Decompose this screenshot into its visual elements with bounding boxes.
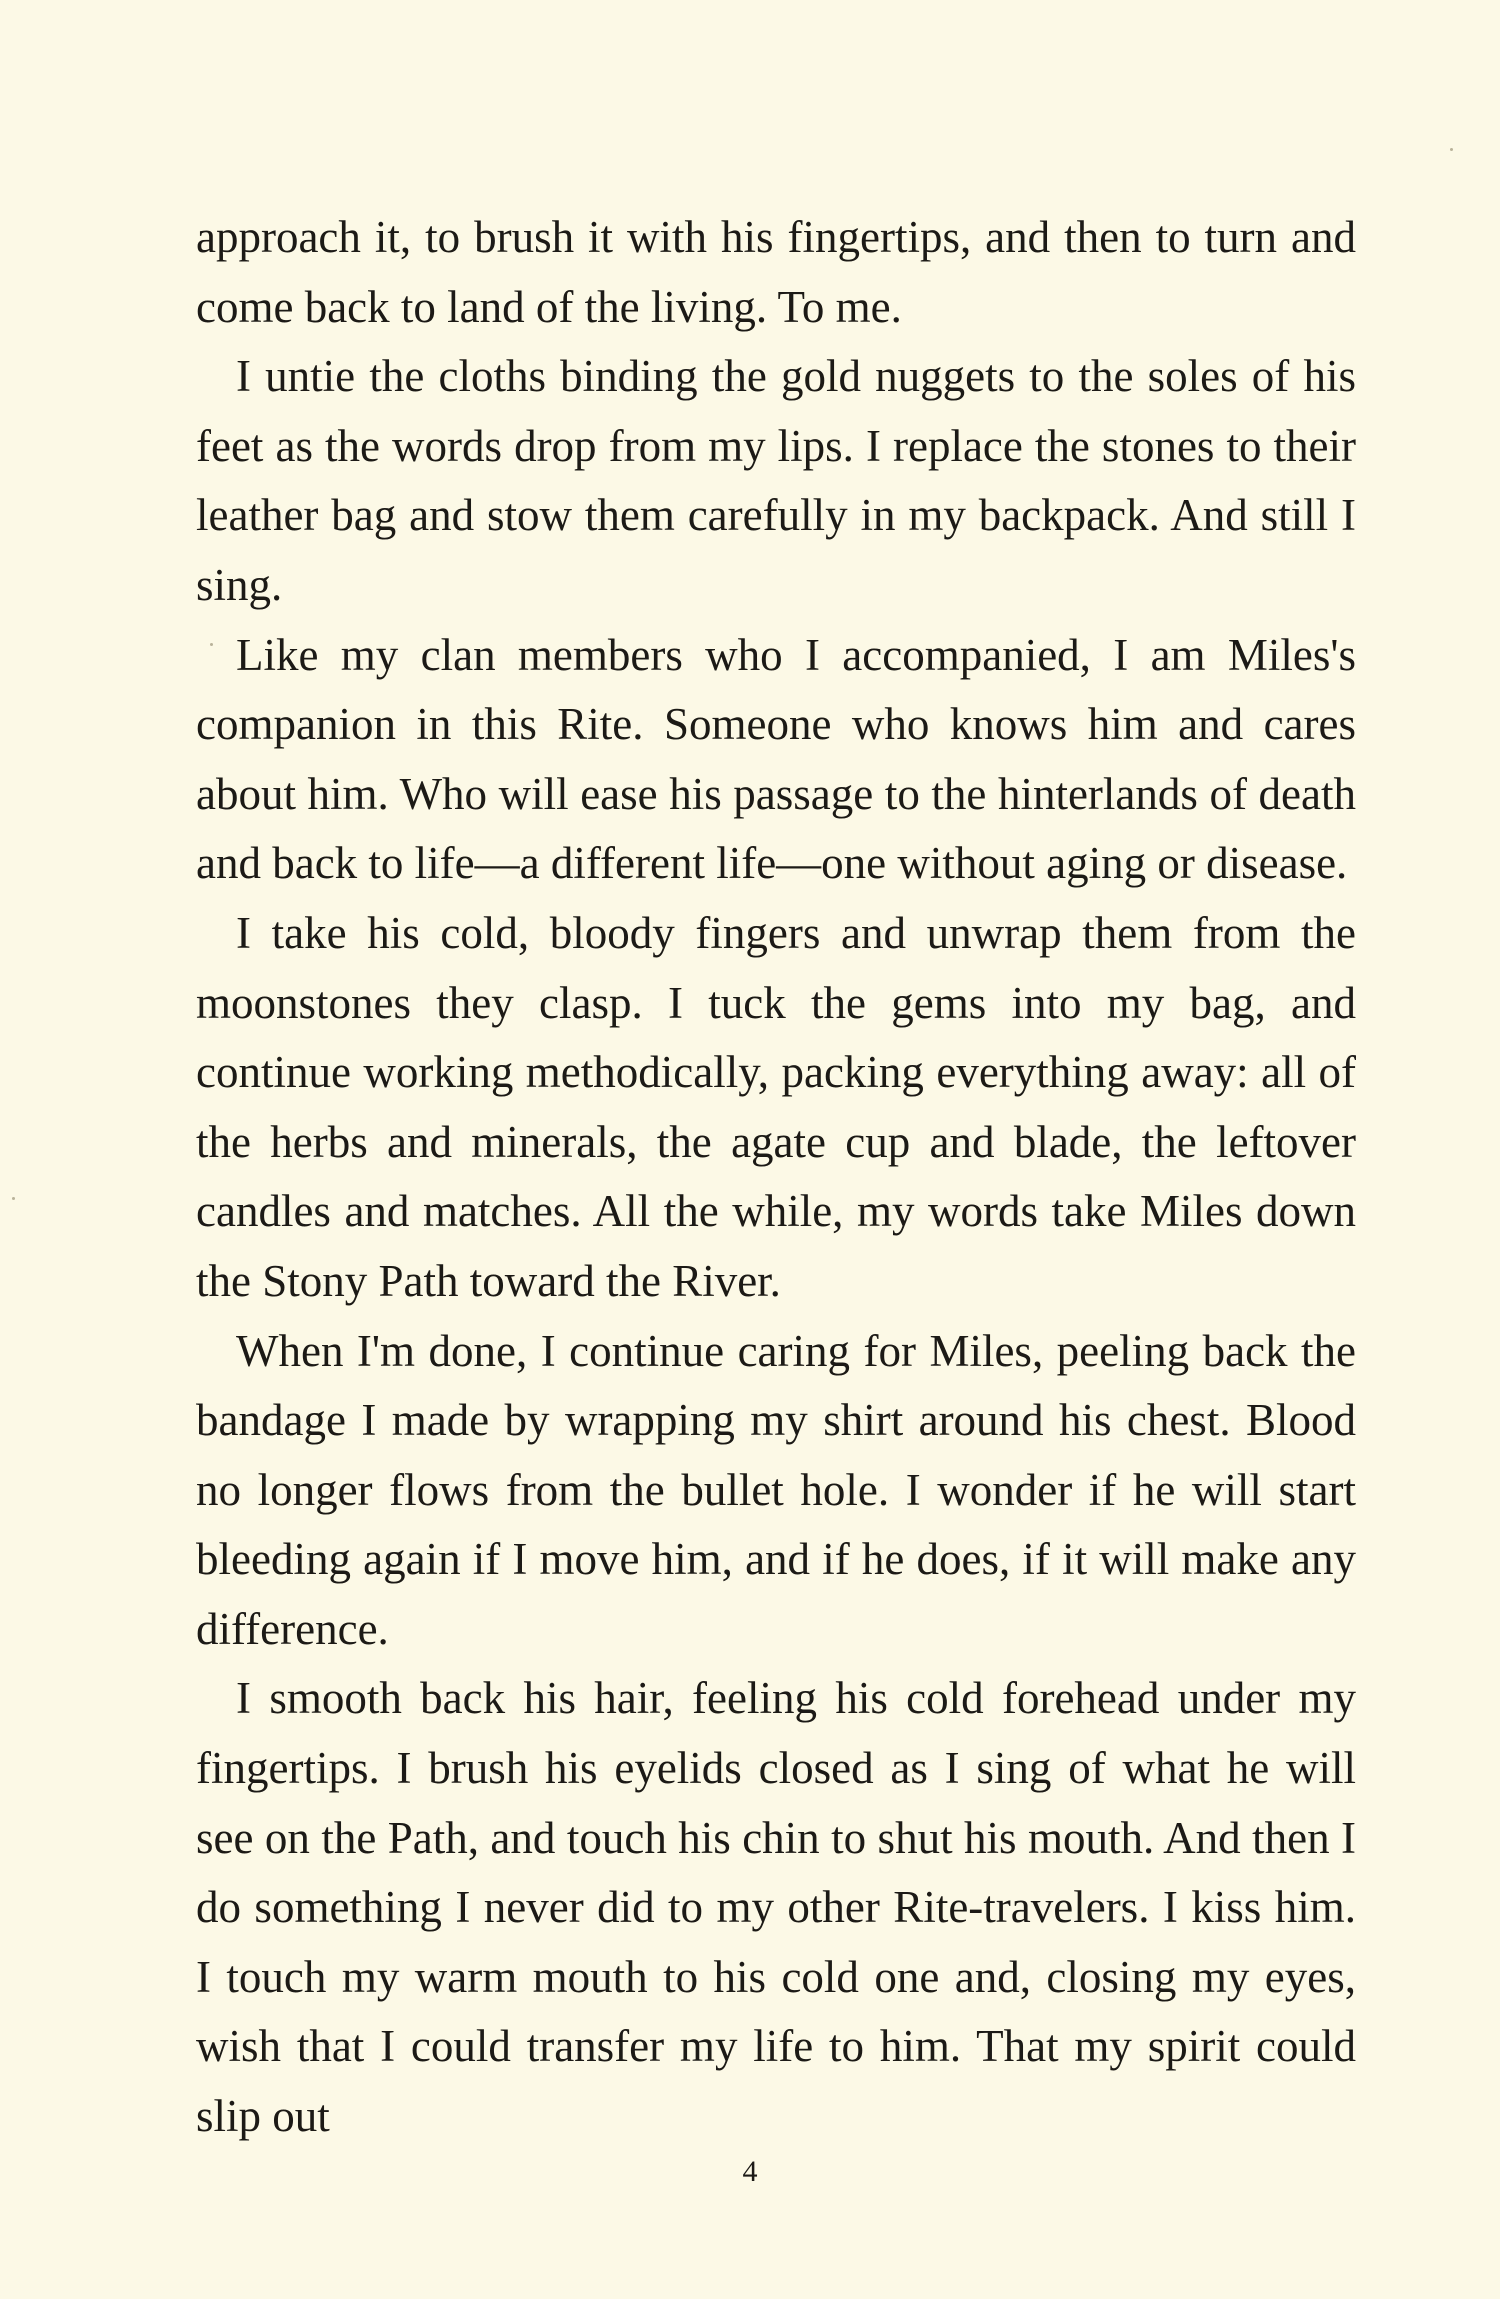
- paper-speck: [12, 1197, 15, 1200]
- page-number: 4: [742, 2155, 758, 2188]
- paragraph-1: approach it, to brush it with his fingertips, and then to turn and come back to land of the living. To me.: [196, 212, 1356, 332]
- paragraph-5: When I'm done, I continue caring for Miles, peeling back the bandage I made by wrapping my shirt around his chest. Blood no longer flows from the bullet hole. I wonder if he will start bleeding again if I move him, and if he does, if it will make any difference.: [196, 1325, 1356, 1654]
- paper-speck: [210, 643, 213, 646]
- body-text: [196, 203, 1356, 2152]
- paragraph-2: I untie the cloths binding the gold nuggets to the soles of his feet as the words drop from my lips. I replace the stones to their leather bag and stow them carefully in my backpack. And still I sing.: [196, 351, 1356, 610]
- paragraph-3: Like my clan members who I accompanied, I am Miles's companion in this Rite. Someone who knows him and cares about him. Who will ease his passage to the hinterlands of death and back to life—a different life—one without aging or disease.: [196, 629, 1356, 889]
- paragraph-4: I take his cold, bloody fingers and unwrap them from the moonstones they clasp. I tuck the gems into my bag, and continue working methodically, packing everything away: all of the herbs and minerals, the agate cup and blade, the leftover candles and matches. All the while, my words take Miles down the Stony Path toward the River.: [196, 907, 1356, 1306]
- paper-speck: [1450, 148, 1453, 151]
- paragraph-6: I smooth back his hair, feeling his cold forehead under my fingertips. I brush his eyelids closed as I sing of what he will see on the Path, and touch his chin to shut his mouth. And then I do something I never did to my other Rite-travelers. I kiss him. I touch my warm mouth to his cold one and, closing my eyes, wish that I could transfer my life to him. That my spirit could slip out: [196, 1673, 1356, 2142]
